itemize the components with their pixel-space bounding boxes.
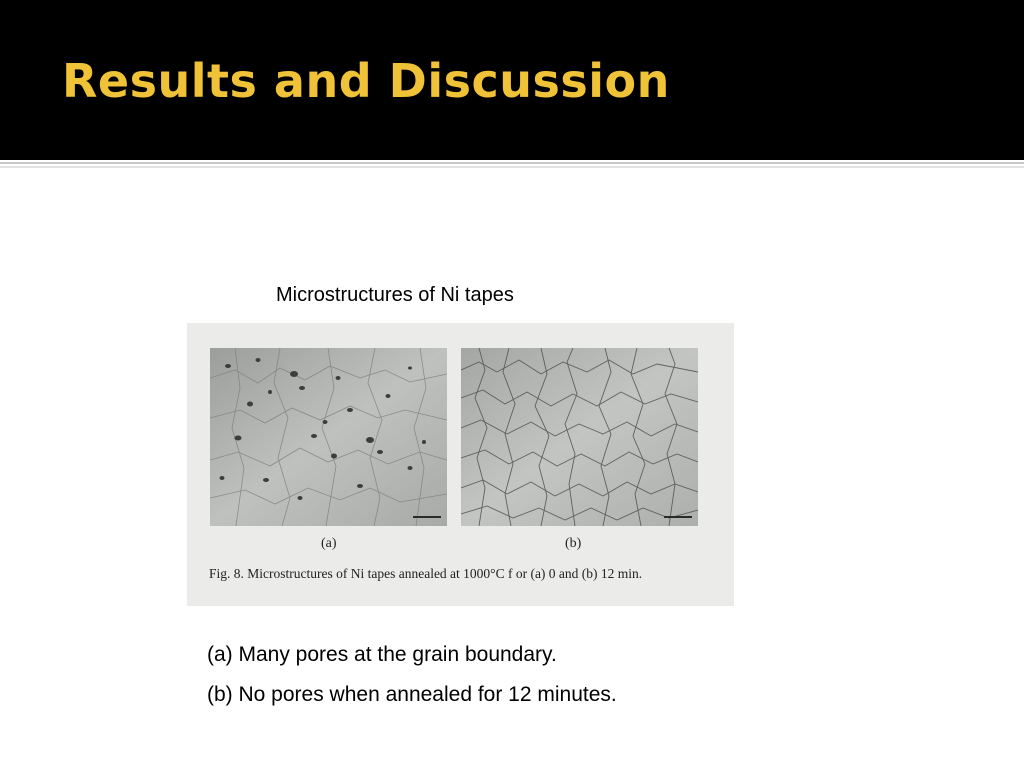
notes-list [207,641,617,721]
figure-heading: Microstructures of Ni tapes [276,284,514,306]
divider-line [0,166,1024,168]
micrograph-a [210,348,447,526]
microstructure-figure [187,323,734,606]
panel-a-label: (a) [321,536,337,551]
micrograph-b [461,348,698,526]
slide-title: Results and Discussion [62,54,670,108]
panel-b-label: (b) [565,536,582,551]
note-b: (b) No pores when annealed for 12 minutes. [207,683,617,706]
divider-line [0,162,1024,164]
note-a: (a) Many pores at the grain boundary. [207,643,557,666]
title-bar [0,0,1024,160]
figure-caption: Fig. 8. Microstructures of Ni tapes annealed at 1000°C f or (a) 0 and (b) 12 min. [209,566,643,581]
